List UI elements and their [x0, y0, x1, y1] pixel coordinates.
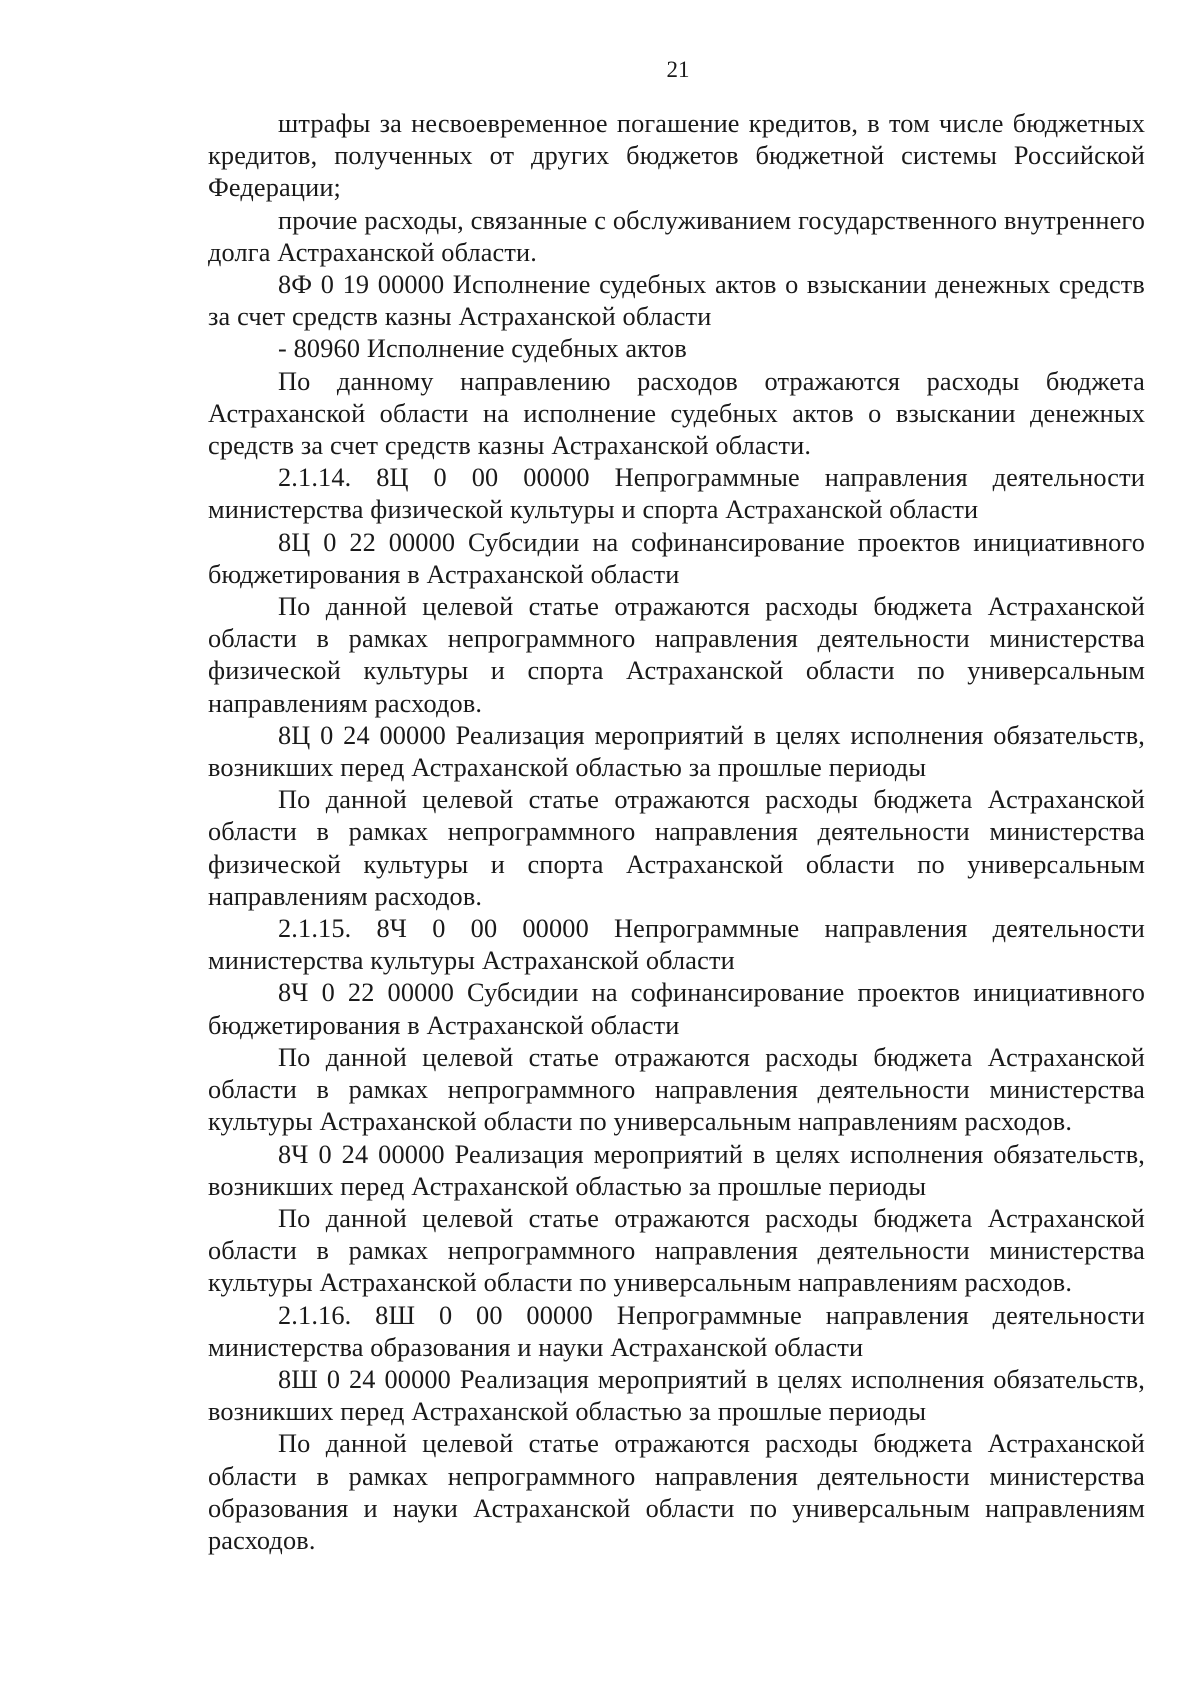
paragraph-8ts-0-24: 8Ц 0 24 00000 Реализация мероприятий в целях исполнения обязательств, возникших перед Астраханской областью за прошлые периоды — [208, 720, 1145, 783]
paragraph-8ts-0-22-description: По данной целевой статье отражаются расходы бюджета Астраханской области в рамках непрограммного направления деятельности министерства физической культуры и спорта Астраханской области по универсальным направлениям расходов. — [208, 592, 1145, 718]
paragraph-8ch-0-22: 8Ч 0 22 00000 Субсидии на софинансирование проектов инициативного бюджетирования в Астраханской области — [208, 978, 1145, 1040]
paragraph-80960: - 80960 Исполнение судебных актов — [278, 334, 687, 364]
paragraph-8ch-0-22-description: По данной целевой статье отражаются расходы бюджета Астраханской области в рамках непрограммного направления деятельности министерства культуры Астраханской области по универсальным направлениям расходов. — [208, 1042, 1145, 1137]
paragraph-8sh-0-24-description: По данной целевой статье отражаются расходы бюджета Астраханской области в рамках непрограммного направления деятельности министерства образования и науки Астраханской области по универсальным направлениям расходов. — [208, 1429, 1145, 1555]
paragraph-penalties: штрафы за несвоевременное погашение кредитов, в том числе бюджетных кредитов, полученных от других бюджетов бюджетной системы Российской Федерации; — [208, 109, 1145, 203]
paragraph-8ch-0-24-description: По данной целевой статье отражаются расходы бюджета Астраханской области в рамках непрограммного направления деятельности министерства культуры Астраханской области по универсальным направлениям расходов. — [208, 1203, 1145, 1298]
paragraph-other-expenses: прочие расходы, связанные с обслуживанием государственного внутреннего долга Астраханской области. — [208, 205, 1145, 267]
paragraph-8f-0-19: 8Ф 0 19 00000 Исполнение судебных актов о взыскании денежных средств за счет средств казны Астраханской области — [208, 270, 1145, 332]
paragraph-8sh-0-24: 8Ш 0 24 00000 Реализация мероприятий в целях исполнения обязательств, возникших перед Астраханской областью за прошлые периоды — [208, 1364, 1145, 1427]
paragraph-8ts-0-22: 8Ц 0 22 00000 Субсидии на софинансирование проектов инициативного бюджетирования в Астраханской области — [208, 527, 1145, 589]
paragraph-8f-description: По данному направлению расходов отражаются расходы бюджета Астраханской области на исполнение судебных актов о взыскании денежных средств за счет средств казны Астраханской области. — [208, 366, 1145, 461]
section-heading-2-1-16: 2.1.16. 8Ш 0 00 00000 Непрограммные направления деятельности министерства образования и науки Астраханской области — [208, 1300, 1145, 1362]
document-body — [208, 108, 1145, 1557]
section-heading-2-1-14: 2.1.14. 8Ц 0 00 00000 Непрограммные направления деятельности министерства физической культуры и спорта Астраханской области — [208, 463, 1145, 525]
paragraph-8ts-0-24-description: По данной целевой статье отражаются расходы бюджета Астраханской области в рамках непрограммного направления деятельности министерства физической культуры и спорта Астраханской области по универсальным направлениям расходов. — [208, 785, 1145, 911]
page-number: 21 — [666, 57, 690, 82]
paragraph-8ch-0-24: 8Ч 0 24 00000 Реализация мероприятий в целях исполнения обязательств, возникших перед Астраханской областью за прошлые периоды — [208, 1139, 1145, 1201]
section-heading-2-1-15: 2.1.15. 8Ч 0 00 00000 Непрограммные направления деятельности министерства культуры Астраханской области — [208, 914, 1145, 976]
